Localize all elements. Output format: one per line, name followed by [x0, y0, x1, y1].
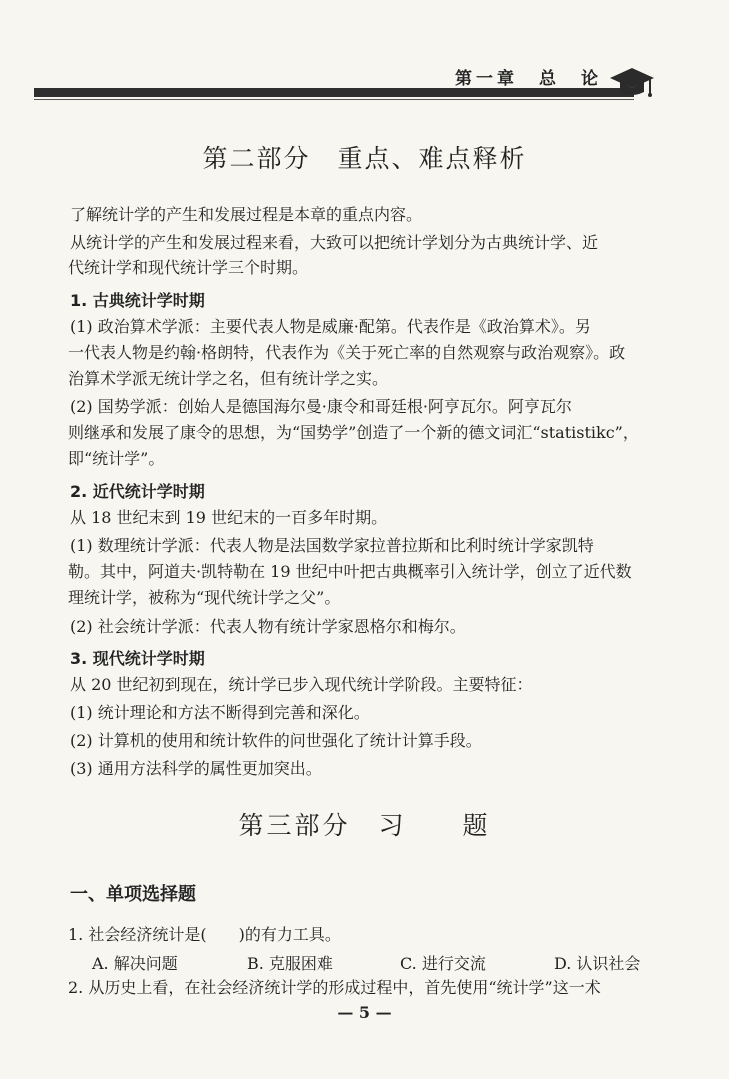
period-2-line-4: 理统计学，被称为“现代统计学之父”。 — [68, 588, 341, 607]
period-3-line-4: (3) 通用方法科学的属性更加突出。 — [70, 759, 322, 778]
period-2-line-3: 勒。其中，阿道夫·凯特勒在 19 世纪中叶把古典概率引入统计学，创立了近代数 — [68, 562, 632, 581]
graduation-cap-icon — [606, 60, 656, 110]
period-3-line-1: 从 20 世纪初到现在，统计学已步入现代统计学阶段。主要特征： — [70, 675, 533, 694]
period-1-line-2: 一代表人物是约翰·格朗特，代表作为《关于死亡率的自然观察与政治观察》。政 — [68, 343, 626, 362]
period-1-line-4: (2) 国势学派：创始人是德国海尔曼·康令和哥廷根·阿亨瓦尔。阿亨瓦尔 — [70, 397, 572, 416]
period-2-heading: 2. 近代统计学时期 — [70, 482, 205, 501]
subsection-heading: 一、单项选择题 — [70, 884, 196, 905]
option-b: B. 克服困难 — [247, 954, 333, 973]
period-1-line-6: 即“统计学”。 — [68, 449, 165, 468]
intro-line-3: 代统计学和现代统计学三个时期。 — [68, 258, 309, 277]
period-3-line-2: (1) 统计理论和方法不断得到完善和深化。 — [70, 703, 370, 722]
intro-line-1: 了解统计学的产生和发展过程是本章的重点内容。 — [70, 205, 423, 224]
question-2: 2. 从历史上看，在社会经济统计学的形成过程中，首先使用“统计学”这一术 — [68, 978, 601, 997]
period-2-line-5: (2) 社会统计学派：代表人物有统计学家恩格尔和梅尔。 — [70, 617, 466, 636]
period-1-line-5: 则继承和发展了康令的思想，为“国势学”创造了一个新的德文词汇“statistikc”， — [68, 423, 639, 442]
header-rule — [34, 88, 634, 97]
period-1-line-3: 治算术学派无统计学之名，但有统计学之实。 — [68, 369, 389, 388]
period-2-line-2: (1) 数理统计学派：代表人物是法国数学家拉普拉斯和比利时统计学家凯特 — [70, 536, 594, 555]
chapter-label: 第一章 总 论 — [455, 69, 602, 89]
period-3-line-3: (2) 计算机的使用和统计软件的问世强化了统计计算手段。 — [70, 731, 482, 750]
option-a: A. 解决问题 — [92, 954, 178, 973]
section-2-title: 第二部分 重点、难点释析 — [202, 144, 527, 173]
period-3-heading: 3. 现代统计学时期 — [70, 649, 205, 668]
period-1-heading: 1. 古典统计学时期 — [70, 291, 205, 310]
period-2-line-1: 从 18 世纪末到 19 世纪末的一百多年时期。 — [70, 508, 388, 527]
option-d: D. 认识社会 — [554, 954, 641, 973]
question-1-options — [92, 951, 662, 973]
section-3-title: 第三部分 习 题 — [238, 811, 491, 840]
intro-line-2: 从统计学的产生和发展过程来看，大致可以把统计学划分为古典统计学、近 — [70, 233, 599, 252]
option-c: C. 进行交流 — [400, 954, 486, 973]
page-number: — 5 — — [337, 1003, 392, 1022]
period-1-line-1: (1) 政治算术学派：主要代表人物是威廉·配第。代表作是《政治算术》。另 — [70, 317, 591, 336]
question-1: 1. 社会经济统计是( )的有力工具。 — [68, 925, 341, 944]
header-rule-thin — [34, 99, 634, 100]
